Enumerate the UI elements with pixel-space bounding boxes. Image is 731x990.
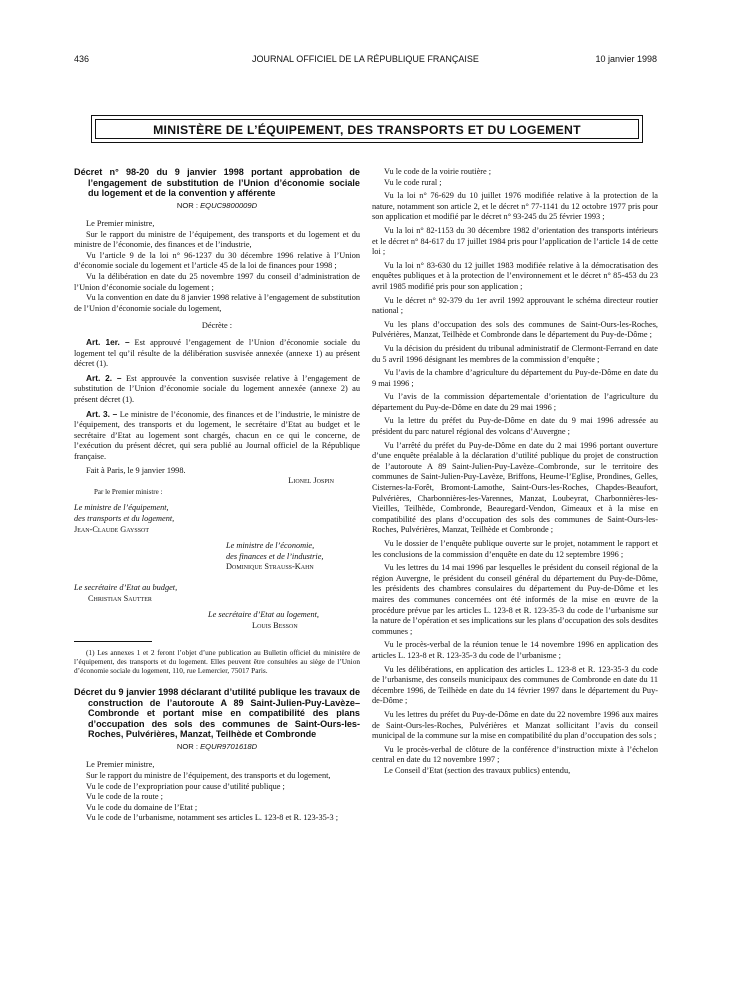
signature-name: Jean-Claude Gayssot	[74, 524, 150, 534]
decree2-nor-value: EQUR9701618D	[200, 741, 258, 751]
decree2-visa: Vu le code du domaine de l’Etat ;	[86, 802, 198, 812]
decree2-visa: Vu les plans d’occupation des sols des communes de Saint-Ours-les-Roches, Pulvérières, Manzat, Teilhède et Combronde dans le département du Puy-de-Dôme ;	[372, 319, 658, 340]
page-number: 436	[74, 54, 90, 64]
decree2-nor-label: NOR :	[176, 741, 201, 751]
decree1-intro: Le Premier ministre,	[86, 219, 155, 229]
decree2-intro: Le Premier ministre,	[86, 760, 155, 770]
decree2-nor	[74, 742, 360, 753]
decree1-visa: Vu la convention en date du 8 janvier 1998 relative à l’engagement de substitution de l’Union d’économie sociale du logement,	[74, 293, 360, 313]
decree2-visa: Vu le procès-verbal de clôture de la conférence d’instruction mixte à l’échelon central en date du 12 novembre 1997 ;	[372, 744, 658, 765]
article-text: Le ministre de l’économie, des finances et de l’industrie, le ministre de l’équipement, des transports et du logement, le secrétaire d’Etat au budget et le secrétaire d’Etat au logement sont chargés, chacun en ce qui le concerne, de l’exécution du présent décret, qui sera publié au Journal officiel de la République française.	[74, 409, 360, 461]
decree2-visa: Vu les lettres du préfet du Puy-de-Dôme en date du 22 novembre 1996 aux maires de Saint-Ours-les-Roches, Pulvérières et Manzat sollicitant l’avis du conseil municipal de la commune sur la mise en compatibilité du plan d’occupation des sols ;	[372, 709, 658, 741]
signature-role: des transports et du logement,	[74, 513, 175, 523]
right-column	[372, 167, 658, 776]
decree2-visa: Vu la décision du président du tribunal administratif de Clermont-Ferrand en date du 5 avril 1996 désignant les membres de la commission d’enquête ;	[372, 343, 658, 364]
signatory-prime-minister: Lionel Jospin	[288, 476, 334, 486]
decree2-visa: Vu les lettres du 14 mai 1996 par lesquelles le président du conseil régional de la région Auvergne, le président du conseil général du département du Puy-de-Dôme, les présidents des chambres consulaires du département du Puy-de-Dôme et les maires des communes concernées ont été informés de la mise en œuvre de la procédure prévue par les articles L. 123-8 et R. 123-35-3 du code de l’urbanisme sur la nature de l’opération et ses implications sur les plans d’occupation des sols desdites communes ;	[372, 563, 658, 636]
decree2-visa: Vu le code de l’expropriation pour cause d’utilité publique ;	[86, 781, 285, 791]
decree2-visa: Vu le code de la route ;	[86, 792, 163, 802]
left-column	[74, 167, 360, 824]
ministry-banner: MINISTÈRE DE L’ÉQUIPEMENT, DES TRANSPORTS ET DU LOGEMENT	[95, 119, 639, 139]
article-text: Est approuvée la convention susvisée relative à l’engagement de substitution de l’Union d’économie sociale du logement annexée (annexe 2) au présent décret (1).	[74, 373, 360, 404]
decree2-visa: Vu la loi n° 76-629 du 10 juillet 1976 modifiée relative à la protection de la nature, notamment son article 2, et le décret n° 77-1141 du 12 octobre 1977 pris pour son application et modifié par le décret n° 93-245 du 25 février 1993 ;	[372, 191, 658, 222]
decree1-article-3	[74, 409, 360, 463]
signature-name: Louis Besson	[252, 620, 298, 630]
decree2-visa: Vu l’arrêté du préfet du Puy-de-Dôme en date du 2 mai 1996 portant ouverture d’une enquête préalable à la déclaration d’utilité publique du projet de construction de l’autoroute A 89 Saint-Julien-Puy-Lavèze–Combronde, sur le territoire des communes de Saint-Julien-Puy-Lavèze, Briffons, Heume-l’Eglise, Prondines, Gelles, Cisternes-la-Forêt, Bromont-Lamothe, Saint-Ours-les-Roches, Chapdes-Beaufort, Pulvérières, Charbonnières-les-Varennes, Manzat, Loubeyrat, Charbonnières-les-Vieilles, Teilhède, Combronde, Beauregard-Vendon, Gimeaux et à la mise en compatibilité des plans d’occupation des sols des communes de Saint-Ours-les-Roches, Pulvérières, Manzat, Teilhède et Combronde ;	[372, 440, 658, 535]
footnote-divider	[74, 641, 152, 642]
decree1-footnote: (1) Les annexes 1 et 2 feront l’objet d’une publication au Bulletin officiel du ministère de l’équipement, des transports et du logement. Elles peuvent être consultées au siège de l’Union d’économie sociale du logement, 110, rue Lemercier, 75017 Paris.	[74, 648, 360, 676]
decree2-visa: Vu le code de la voirie routière ;	[384, 167, 492, 176]
decree2-visa: Vu l’avis de la chambre d’agriculture du département du Puy-de-Dôme en date du 9 mai 1996 ;	[372, 368, 658, 388]
signature-block-3	[74, 583, 360, 604]
par-le-premier-ministre: Par le Premier ministre :	[94, 487, 163, 496]
ministry-banner-frame	[91, 115, 643, 143]
signature-role: Le secrétaire d’Etat au logement,	[208, 610, 319, 620]
decree2-visa: Vu le dossier de l’enquête publique ouverte sur le projet, notamment le rapport et les conclusions de la commission d’enquête en date du 12 septembre 1996 ;	[372, 539, 658, 559]
decree2-visa: Vu la loi n° 83-630 du 12 juillet 1983 modifiée relative à la démocratisation des enquêtes publiques et à la protection de l’environnement et le décret n° 85-453 du 23 avril 1985 modifié pris pour son application ;	[372, 260, 658, 291]
decree2-visa: Vu l’avis de la commission départementale d’orientation de l’agriculture du département du Puy-de-Dôme en date du 29 mai 1996 ;	[372, 392, 658, 412]
decree2-visa: Vu le procès-verbal de la réunion tenue le 14 novembre 1996 en application des articles L. 123-8 et R. 123-35-3 du code de l’urbanisme ;	[372, 640, 658, 660]
decree1-visa: Vu l’article 9 de la loi n° 96-1237 du 30 décembre 1996 relative à l’Union d’économie sociale du logement et l’article 45 de la loi de finances pour 1998 ;	[74, 250, 360, 271]
decree1-nor-label: NOR :	[176, 200, 201, 210]
decree1-fait: Fait à Paris, le 9 janvier 1998.	[86, 465, 186, 475]
signature-role: Le ministre de l’équipement,	[74, 503, 169, 513]
decree1-decrete: Décrète :	[201, 321, 233, 331]
decree2-visa: Vu le décret n° 92-379 du 1er avril 1992 approuvant le schéma directeur routier national ;	[372, 295, 658, 316]
article-label: Art. 1er. –	[86, 337, 130, 348]
signature-name: Christian Sautter	[88, 593, 152, 603]
signature-name: Dominique Strauss-Kahn	[226, 562, 314, 572]
article-label: Art. 2. –	[86, 372, 122, 383]
article-label: Art. 3. –	[86, 408, 118, 419]
decree1-nor	[74, 201, 360, 212]
journal-title: JOURNAL OFFICIEL DE LA RÉPUBLIQUE FRANÇAISE	[252, 54, 479, 64]
decree2-visa: Vu le code rural ;	[384, 177, 442, 187]
decree2-visa: Vu les délibérations, en application des articles L. 123-8 et R. 123-35-3 du code de l’urbanisme, des conseils municipaux des communes de Combronde en date du 11 décembre 1996, de Teilhède en date du 14 février 1997 dans le département du Puy-de-Dôme ;	[372, 664, 658, 706]
signature-role: Le ministre de l’économie,	[226, 541, 315, 551]
signature-block-2	[74, 541, 360, 573]
decree2-title-text: Décret du 9 janvier 1998 déclarant d’utilité publique les travaux de construction de l’autoroute A 89 Saint-Julien-Puy-Lavèze–Combronde et portant mise en compatibilité des plans d’occupation des sols des communes de Saint-Ours-les-Roches, Pulvérières, Manzat, Teilhède et Combronde	[74, 687, 360, 740]
signature-role: Le secrétaire d’Etat au budget,	[74, 582, 178, 592]
decree1-visa: Sur le rapport du ministre de l’équipement, des transports et du logement et du ministre de l’économie, des finances et de l’industrie,	[74, 229, 360, 250]
article-text: Est approuvé l’engagement de l’Union d’économie sociale du logement tel qu’il résulte de la délibération susvisée annexée (annexe 1) au présent décret (1).	[74, 338, 360, 369]
decree2-visa: Le Conseil d’Etat (section des travaux publics) entendu,	[384, 765, 571, 775]
decree1-title	[74, 167, 360, 199]
decree2-title	[74, 687, 360, 740]
decree1-visa: Vu la délibération en date du 25 novembre 1997 du conseil d’administration de l’Union d’économie sociale du logement ;	[74, 272, 360, 292]
decree2-visa: Vu la loi n° 82-1153 du 30 décembre 1982 d’orientation des transports intérieurs et le décret n° 84-617 du 17 juillet 1984 pris pour l’application de l’article 14 de cette loi ;	[372, 225, 658, 257]
signature-block-4	[74, 610, 360, 631]
decree1-article-2	[74, 373, 360, 406]
decree2-visa: Sur le rapport du ministre de l’équipement, des transports et du logement,	[86, 770, 331, 780]
signature-role: des finances et de l’industrie,	[226, 551, 324, 561]
decree1-nor-value: EQUC9800009D	[200, 200, 258, 210]
decree2-visa: Vu le code de l’urbanisme, notamment ses articles L. 123-8 et R. 123-35-3 ;	[86, 813, 339, 823]
decree1-article-1	[74, 337, 360, 370]
signature-block-1	[74, 503, 360, 535]
issue-date: 10 janvier 1998	[595, 54, 657, 64]
decree2-visa: Vu la lettre du préfet du Puy-de-Dôme en date du 9 mai 1996 adressée au président du parc naturel régional des volcans d’Auvergne ;	[372, 416, 658, 437]
decree1-title-text: Décret n° 98-20 du 9 janvier 1998 portant approbation de l’engagement de substitution de l’Union d’économie sociale du logement et de la convention y afférente	[74, 167, 360, 198]
